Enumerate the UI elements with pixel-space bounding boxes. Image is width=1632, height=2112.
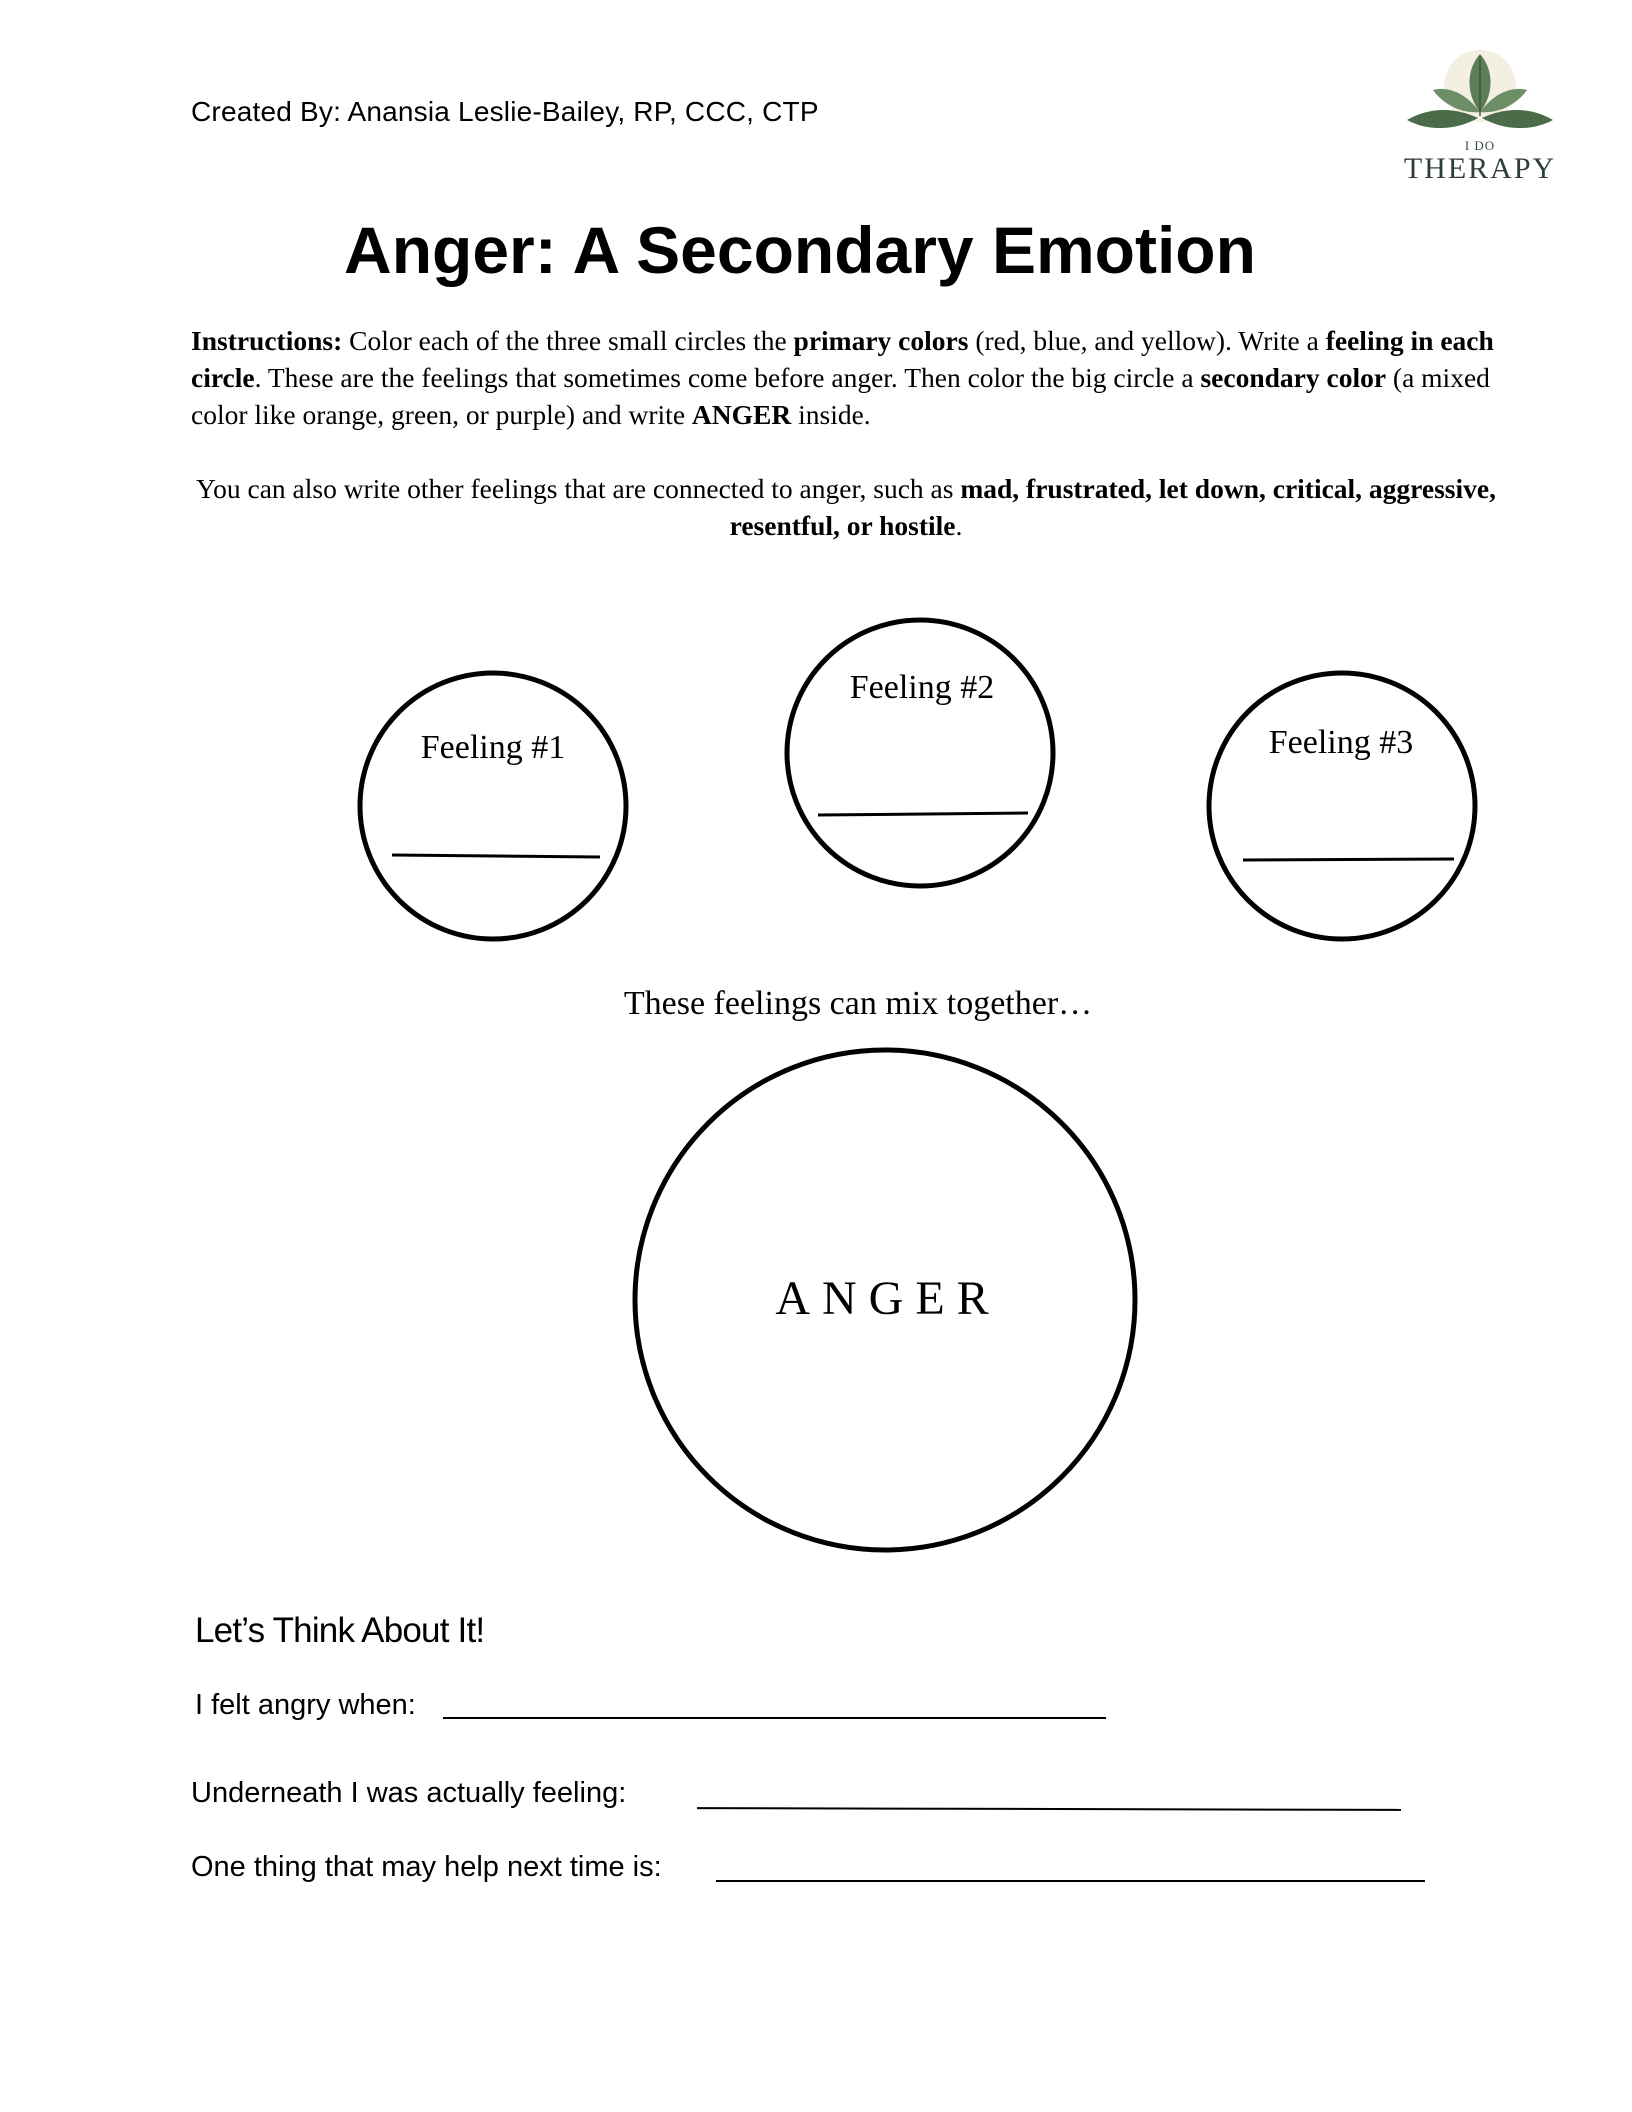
instructions-text: (a mixed color like orange, green, or purple) and write xyxy=(191,362,1490,430)
feeling-circle-2-writing-line xyxy=(818,813,1028,815)
page-title: Anger: A Secondary Emotion xyxy=(344,213,1256,287)
mix-together-caption: These feelings can mix together… xyxy=(623,985,1093,1022)
created-by-credit: Created By: Anansia Leslie-Bailey, RP, CCC, CTP xyxy=(191,96,819,127)
therapy-logo xyxy=(1395,46,1565,186)
related-feelings-text: . xyxy=(955,510,963,541)
instructions-paragraph xyxy=(191,322,1501,433)
instructions-text: (red, blue, and yellow). Write a xyxy=(968,325,1326,356)
anger-circle-label: ANGER xyxy=(775,1272,1001,1325)
related-feelings-list: mad, frustrated, let down, critical, aggressive, resentful, or hostile xyxy=(729,473,1496,541)
related-feelings-paragraph xyxy=(191,470,1501,544)
instructions-emphasis: feeling in each circle xyxy=(191,325,1494,393)
instructions-emphasis: ANGER xyxy=(691,399,792,430)
feeling-circle-3[interactable] xyxy=(1209,673,1475,939)
feeling-circle-3-label: Feeling #3 xyxy=(1268,724,1414,761)
angry-when-prompt: I felt angry when: xyxy=(195,1689,416,1721)
feeling-circle-1-label: Feeling #1 xyxy=(420,729,566,766)
instructions-text: Color each of the three small circles the xyxy=(342,325,794,356)
feeling-circle-3-writing-line xyxy=(1243,859,1454,860)
anger-circle[interactable] xyxy=(635,1050,1135,1550)
underneath-feeling-answer-line[interactable] xyxy=(697,1807,1401,1811)
feeling-circle-1-writing-line xyxy=(392,855,600,857)
feeling-circle-1[interactable] xyxy=(360,673,626,939)
instructions-label: Instructions: xyxy=(191,325,343,356)
instructions-text: inside. xyxy=(791,399,871,430)
help-next-time-answer-line[interactable] xyxy=(716,1880,1425,1882)
feeling-circle-2[interactable] xyxy=(787,620,1053,886)
logo-tagline: I DO xyxy=(1464,138,1496,153)
help-next-time-prompt: One thing that may help next time is: xyxy=(191,1851,662,1883)
instructions-emphasis: primary colors xyxy=(793,325,969,356)
angry-when-answer-line[interactable] xyxy=(443,1717,1106,1719)
think-about-it-heading: Let’s Think About It! xyxy=(195,1611,485,1650)
feelings-diagram xyxy=(0,600,1632,1600)
instructions-text: . These are the feelings that sometimes come before anger. Then color the big circle a xyxy=(254,362,1201,393)
related-feelings-text: You can also write other feelings that are connected to anger, such as xyxy=(196,473,961,504)
leaf-logo-icon xyxy=(1395,46,1565,146)
underneath-feeling-prompt: Underneath I was actually feeling: xyxy=(191,1777,627,1809)
logo-wordmark: THERAPY xyxy=(1403,152,1557,185)
instructions-emphasis: secondary color xyxy=(1200,362,1387,393)
feeling-circle-2-label: Feeling #2 xyxy=(849,669,995,706)
